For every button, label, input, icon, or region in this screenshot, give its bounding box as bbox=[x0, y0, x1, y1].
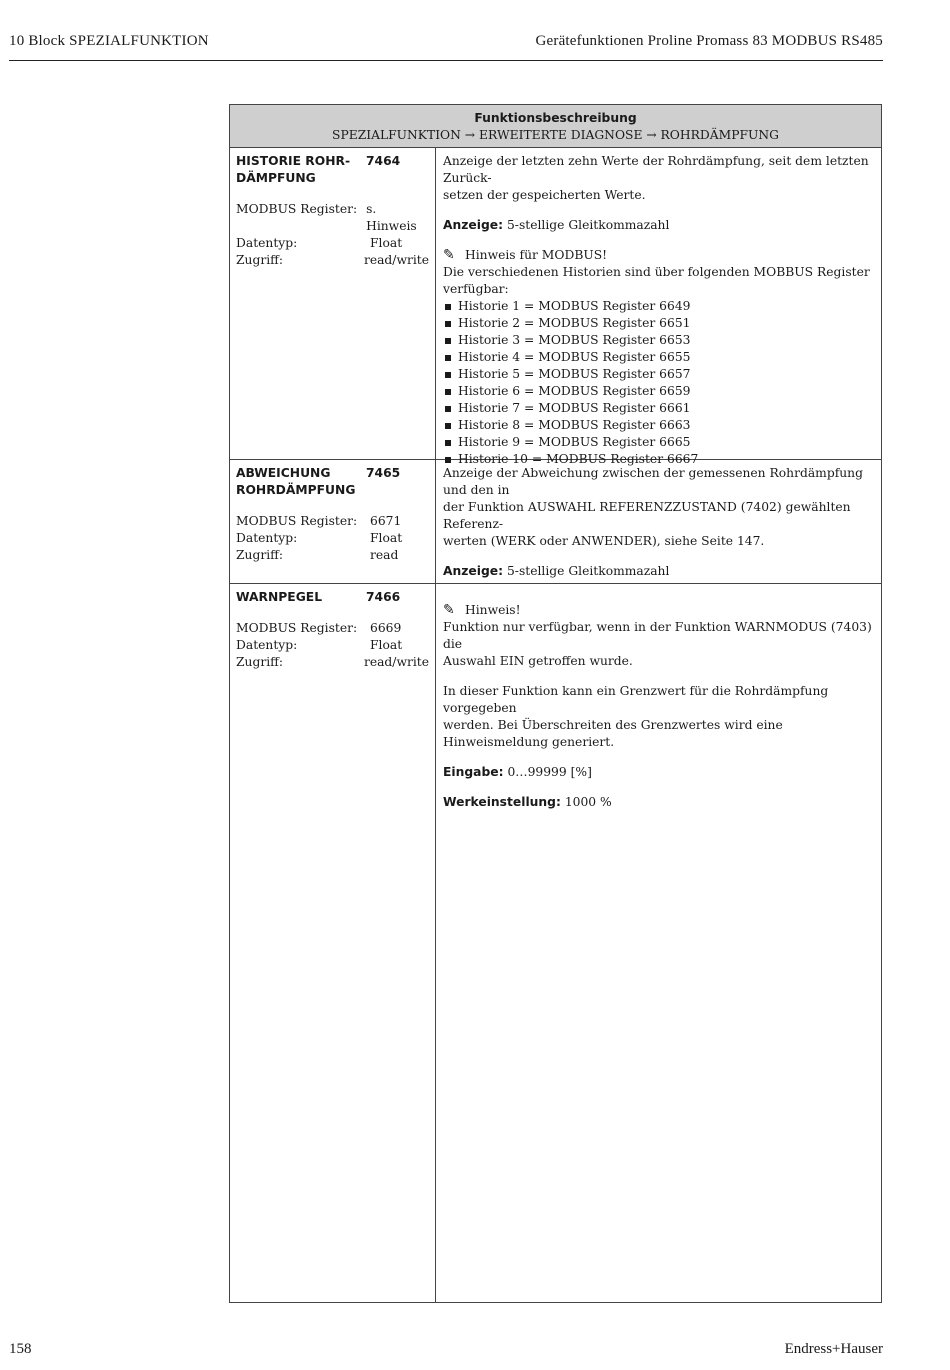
modbus-meta: MODBUS Register: 6671 Datentyp: Float Zugriff: read bbox=[236, 514, 403, 562]
function-description-cell bbox=[437, 584, 881, 1302]
modbus-meta: MODBUS Register: 6669 Datentyp: Float Zugriff: read/write bbox=[236, 621, 429, 669]
page-number: 158 bbox=[9, 1341, 32, 1357]
modbus-meta: MODBUS Register: s. Hinweis Datentyp: Float Zugriff: read/write bbox=[236, 202, 429, 267]
description: Anzeige der letzten zehn Werte der Rohrdämpfung, seit dem letzten Zurück- setzen der gespeicherten Werte. bbox=[443, 154, 869, 202]
function-number: 7465 bbox=[366, 466, 401, 480]
list-item: Historie 6 = MODBUS Register 6659 bbox=[443, 383, 875, 400]
function-number: 7464 bbox=[366, 154, 401, 168]
list-item: Historie 9 = MODBUS Register 6665 bbox=[443, 434, 875, 451]
default-setting: Werkeinstellung: 1000 % bbox=[443, 795, 612, 809]
display-spec: Anzeige: 5-stellige Gleitkommazahl bbox=[443, 564, 670, 578]
list-item: Historie 1 = MODBUS Register 6649 bbox=[443, 298, 875, 315]
input-spec: Eingabe: 0…99999 [%] bbox=[443, 765, 592, 779]
list-item: Historie 7 = MODBUS Register 6661 bbox=[443, 400, 875, 417]
function-description-table bbox=[229, 104, 882, 1303]
table-row bbox=[230, 584, 881, 1302]
table-row bbox=[230, 148, 881, 466]
running-header-chapter: 10 Block SPEZIALFUNKTION bbox=[9, 33, 209, 49]
function-name: WARNPEGEL bbox=[236, 590, 323, 604]
display-spec: Anzeige: 5-stellige Gleitkommazahl bbox=[443, 218, 670, 232]
function-meta-cell bbox=[230, 148, 436, 459]
list-item: Historie 4 = MODBUS Register 6655 bbox=[443, 349, 875, 366]
pencil-note-icon: ✎ bbox=[443, 247, 455, 263]
list-item: Historie 10 = MODBUS Register 6667 bbox=[443, 451, 875, 468]
function-description-cell bbox=[437, 460, 881, 583]
table-title: Funktionsbeschreibung bbox=[474, 111, 637, 125]
historie-register-list bbox=[443, 298, 875, 468]
list-item: Historie 2 = MODBUS Register 6651 bbox=[443, 315, 875, 332]
pencil-note-icon: ✎ bbox=[443, 602, 455, 618]
function-number: 7466 bbox=[366, 590, 401, 604]
list-item: Historie 8 = MODBUS Register 6663 bbox=[443, 417, 875, 434]
function-meta-cell bbox=[230, 460, 436, 583]
running-header-title: Gerätefunktionen Proline Promass 83 MODBUS RS485 bbox=[535, 33, 883, 49]
table-row bbox=[230, 460, 881, 584]
list-item: Historie 5 = MODBUS Register 6657 bbox=[443, 366, 875, 383]
description: Anzeige der Abweichung zwischen der gemessenen Rohrdämpfung und den in der Funktion AUSWAHL REFERENZZUSTAND (7402) gewählten Referenz- werten (WERK oder ANWENDER), siehe Seite 147. bbox=[443, 466, 863, 548]
function-name: ABWEICHUNG ROHRDÄMPFUNG bbox=[236, 466, 356, 497]
brand-footer: Endress+Hauser bbox=[784, 1341, 883, 1357]
modbus-note: ✎ Hinweis für MODBUS! Die verschiedenen Historien sind über folgenden MOBBUS Register verfügbar: Historie 1 = MODBUS Register 6649 Historie 2 = MODBUS Register 6651 Historie 3 = MODBUS Register 6653 Historie 4 = MODBUS Register 6655 Historie 5 = MODBUS Register 6657 Historie 6 = MODBUS Register 6659 Historie 7 = MODBUS Register 6661 Historie 8 = MODBUS Register 6663 Historie 9 = MODBUS Register 6665 Historie 10 = MODBUS Register 6667 bbox=[443, 247, 875, 468]
list-item: Historie 3 = MODBUS Register 6653 bbox=[443, 332, 875, 349]
header-rule bbox=[9, 60, 883, 61]
function-description-cell bbox=[437, 148, 881, 466]
description: In dieser Funktion kann ein Grenzwert für die Rohrdämpfung vorgegeben werden. Bei Überschreiten des Grenzwertes wird eine Hinweismeldung generiert. bbox=[443, 684, 829, 749]
availability-note: ✎ Hinweis! Funktion nur verfügbar, wenn in der Funktion WARNMODUS (7403) die Auswahl EIN getroffen wurde. bbox=[443, 602, 872, 668]
function-name: HISTORIE ROHR- DÄMPFUNG bbox=[236, 154, 351, 185]
table-header bbox=[230, 105, 881, 148]
table-menu-path: SPEZIALFUNKTION → ERWEITERTE DIAGNOSE → ROHRDÄMPFUNG bbox=[332, 128, 779, 142]
function-meta-cell bbox=[230, 584, 436, 1302]
